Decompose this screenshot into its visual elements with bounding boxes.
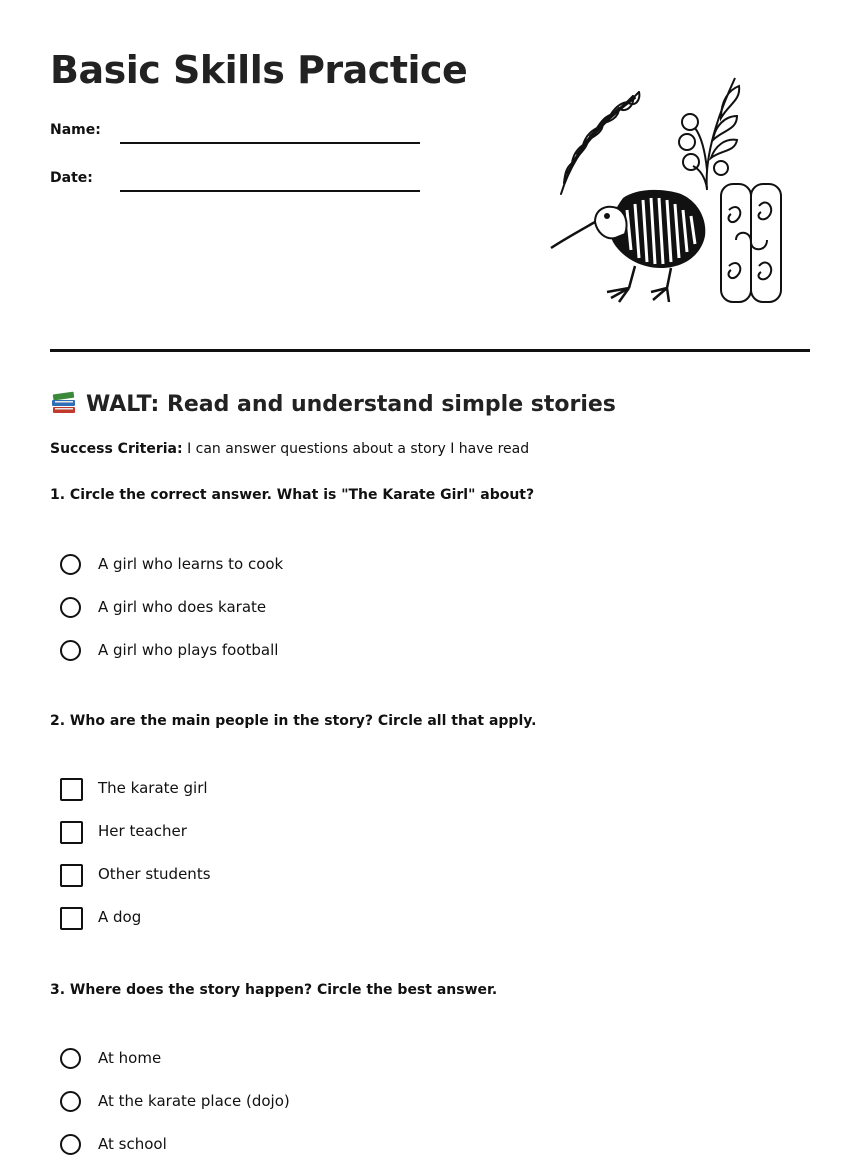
question-1: 1. Circle the correct answer. What is "The Karate Girl" about? [50, 487, 535, 503]
q2-option-2[interactable] [60, 821, 460, 847]
option-label: At the karate place (dojo) [98, 1092, 290, 1110]
option-label: Her teacher [98, 822, 187, 840]
walt-heading [50, 388, 616, 417]
success-criteria [50, 441, 529, 457]
radio-circle[interactable] [60, 1134, 81, 1155]
page-title: Basic Skills Practice [50, 48, 468, 92]
name-label: Name: [50, 122, 101, 138]
option-label: A girl who plays football [98, 641, 279, 659]
question-2: 2. Who are the main people in the story? Circle all that apply. [50, 713, 537, 729]
flower-icon [679, 78, 739, 190]
checkbox[interactable] [60, 821, 83, 844]
q2-option-1[interactable] [60, 778, 460, 804]
name-line[interactable] [120, 142, 420, 144]
section-divider [50, 349, 810, 352]
checkbox[interactable] [60, 778, 83, 801]
q1-option-3[interactable] [60, 640, 460, 666]
q3-option-3[interactable] [60, 1134, 460, 1160]
carving-icon [721, 184, 781, 302]
option-label: At school [98, 1135, 167, 1153]
success-criteria-label: Success Criteria: [50, 441, 183, 457]
name-field[interactable] [50, 122, 430, 152]
q3-option-2[interactable] [60, 1091, 460, 1117]
date-label: Date: [50, 170, 93, 186]
radio-circle[interactable] [60, 597, 81, 618]
q1-option-2[interactable] [60, 597, 460, 623]
option-label: A girl who does karate [98, 598, 267, 616]
option-label: The karate girl [98, 779, 208, 797]
option-label: A dog [98, 908, 142, 926]
checkbox[interactable] [60, 864, 83, 887]
date-line[interactable] [120, 190, 420, 192]
radio-circle[interactable] [60, 1048, 81, 1069]
walt-text: WALT: Read and understand simple stories [86, 392, 616, 417]
kiwi-fern-illustration [545, 70, 790, 310]
kiwi-bird-icon [551, 190, 705, 302]
q2-option-4[interactable] [60, 907, 460, 933]
option-label: At home [98, 1049, 162, 1067]
q3-option-1[interactable] [60, 1048, 460, 1074]
q1-option-1[interactable] [60, 554, 460, 580]
checkbox[interactable] [60, 907, 83, 930]
success-criteria-text: I can answer questions about a story I have read [187, 441, 530, 457]
option-label: A girl who learns to cook [98, 555, 284, 573]
fern-icon [561, 92, 639, 194]
q2-option-3[interactable] [60, 864, 460, 890]
radio-circle[interactable] [60, 554, 81, 575]
question-3: 3. Where does the story happen? Circle the best answer. [50, 982, 498, 998]
option-label: Other students [98, 865, 211, 883]
books-icon [50, 388, 78, 416]
radio-circle[interactable] [60, 1091, 81, 1112]
date-field[interactable] [50, 170, 430, 200]
radio-circle[interactable] [60, 640, 81, 661]
